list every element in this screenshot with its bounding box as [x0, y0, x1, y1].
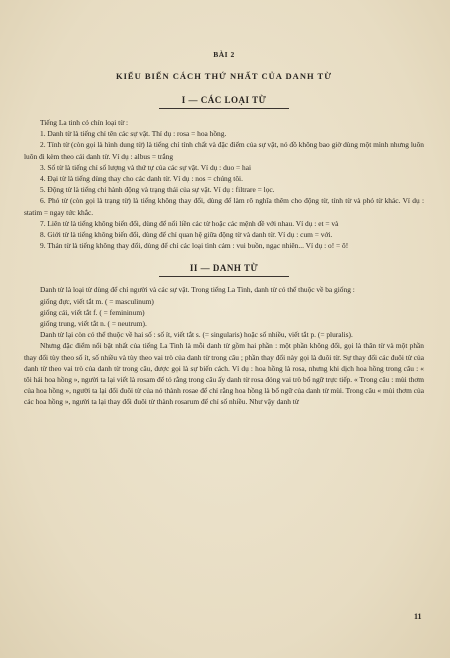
gender-item: giống đực, viết tắt m. ( = masculinum): [40, 296, 154, 306]
gender-item: giống trung, viết tắt n. ( = neutrum).: [40, 319, 147, 329]
word-class-item: 9. Thán từ là tiếng không thay đổi, dùng để chỉ các loại tình cảm : vui buồn, ngạc nhiên... Ví dụ : o! = ô!: [40, 241, 349, 251]
word-class-item: 8. Giới từ là tiếng không biến đổi, dùng để chỉ quan hệ giữa động từ và danh từ. Ví dụ : cum = với.: [40, 230, 333, 240]
word-class-item: 5. Động từ là tiếng chỉ hành động và trạng thái của sự vật. Ví dụ : filtrare = lọc.: [40, 185, 275, 195]
word-class-item: 3. Số từ là tiếng chỉ số lượng và thứ tự của các sự vật. Ví dụ : duo = hai: [40, 162, 252, 172]
page-number: 11: [414, 612, 422, 621]
lesson-label: BÀI 2: [213, 50, 235, 59]
page-content: [24, 50, 424, 408]
section-2-heading: II — DANH TỪ: [189, 263, 259, 274]
section-1-heading: I — CÁC LOẠI TỪ: [181, 95, 267, 105]
word-class-item: 4. Đại từ là tiếng dùng thay cho các danh từ. Ví dụ : nos = chúng tôi.: [40, 174, 243, 184]
section-1-intro: Tiếng La tinh có chín loại từ :: [40, 118, 129, 127]
section-2: [24, 263, 424, 407]
number-paragraph: Danh từ lại còn có thể thuộc về hai số : số ít, viết tắt s. (= singularis) hoặc số nhiều, viết tắt p. (= pluralis).: [40, 330, 353, 340]
word-class-item: 6. Phó từ (còn gọi là trạng từ) là tiếng không thay đổi, dùng để làm rõ nghĩa thêm cho động từ, tính từ và phó từ khác. Ví dụ : statim = ngay tức khắc.: [24, 196, 424, 217]
word-class-item: 7. Liên từ là tiếng không biến đổi, dùng để nối liền các từ hoặc các mệnh đề với nhau. Ví dụ : et = và: [40, 218, 339, 228]
declension-paragraph: Nhưng đặc điểm nổi bật nhất của tiếng La Tinh là mỗi danh từ gồm hai phần : một phần không đổi, gọi là thân từ và một phần thay đổi tùy theo số ít, số nhiều và tùy theo vai trò của danh từ trong câu ; phần thay đổi này gọi là đuôi từ. Sự thay đổi các đuôi từ của danh từ theo vai trò của danh từ trong câu, được gọi là sự biến cách. Ví dụ : hoa hồng là rosa, nhưng khi dịch hoa hồng trong câu : « tôi hái hoa hồng », người ta lại viết là rosam để tỏ rằng trong câu ấy danh từ rosa đóng vai trò bổ ngữ trực tiếp. « Trong câu : mùi thơm của hoa hồng », người ta lại đổi đuôi từ của nó thành rosae để chỉ rằng hoa hồng là bổ ngữ của danh từ mùi. Trong câu « mùi thơm của các hoa hồng », người ta lại thay đổi đuôi từ thành rosarum để chỉ số nhiều. Như vậy danh từ: [24, 341, 424, 407]
section-2-intro: Danh từ là loại từ dùng để chỉ người và các sự vật. Trong tiếng La Tinh, danh từ có thể thuộc về ba giống :: [40, 285, 355, 295]
chapter-title: KIỂU BIẾN CÁCH THỨ NHẤT CỦA DANH TỪ: [116, 71, 332, 81]
gender-item: giống cái, viết tắt f. ( = femininum): [40, 307, 145, 317]
word-class-item: 1. Danh từ là tiếng chỉ tên các sự vật. Thí dụ : rosa = hoa hồng.: [40, 129, 227, 139]
word-class-item: 2. Tính từ (còn gọi là hình dung từ) là tiếng chỉ tính chất và đặc điểm của sự vật, nó đồ không bao giờ dùng một mình nhưng luôn luôn đi kèm theo cái danh từ. Ví dụ : albus = trắng: [24, 140, 424, 161]
section-1: [24, 95, 424, 251]
